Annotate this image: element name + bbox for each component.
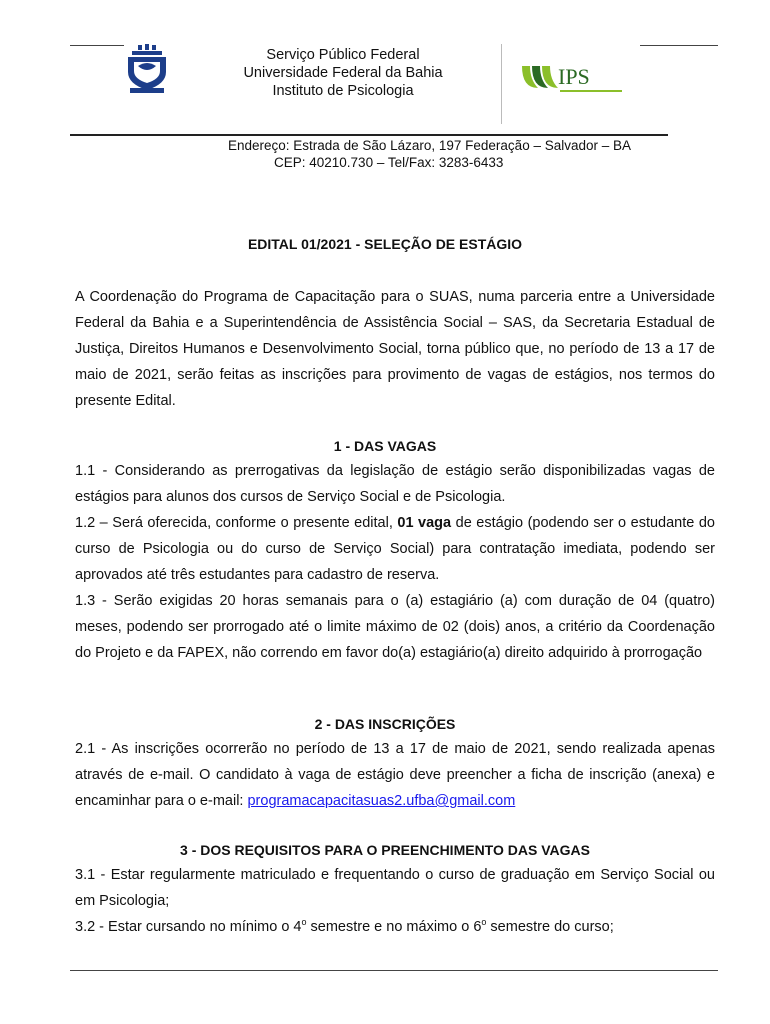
- header-rule-left: [70, 45, 124, 46]
- clause-1-2: [75, 510, 715, 588]
- clause-2-1: [75, 736, 715, 814]
- clause-3-2-text-c: semestre do curso;: [486, 919, 614, 935]
- edital-title: EDITAL 01/2021 - SELEÇÃO DE ESTÁGIO: [247, 236, 523, 252]
- institution-header: [185, 44, 502, 124]
- ips-logo-text: IPS: [558, 64, 590, 89]
- clause-1-2-text-a: 1.2 – Será oferecida, conforme o presente edital,: [75, 515, 398, 531]
- footer-rule: [70, 970, 718, 971]
- ufba-crest-logo: [124, 44, 170, 94]
- ips-logo: [520, 58, 630, 102]
- intro-paragraph: A Coordenação do Programa de Capacitação para o SUAS, numa parceria entre a Universidade Federal da Bahia e a Superintendência de Assistência Social – SAS, da Secretaria Estadual de Justiça, Direitos Humanos e Desenvolvimento Social, torna público que, no período de 13 a 17 de maio de 2021, serão feitas as inscrições para provimento de vagas de estágios, nos termos do presente Edital.: [75, 289, 715, 409]
- clause-1-3: 1.3 - Serão exigidas 20 horas semanais para o (a) estagiário (a) com duração de 04 (quatro) meses, podendo ser prorrogado até o limite máximo de 02 (dois) anos, a critério da Coordenação do Projeto e da FAPEX, não correndo em favor do(a) estagiário(a) direito adquirido à prorrogação: [75, 593, 715, 661]
- clause-3-1: 3.1 - Estar regularmente matriculado e frequentando o curso de graduação em Serviço Social ou em Psicologia;: [75, 867, 715, 909]
- clause-1-2-bold: 01 vaga: [397, 515, 452, 531]
- section-3-title: 3 - DOS REQUISITOS PARA O PREENCHIMENTO DAS VAGAS: [180, 842, 590, 858]
- address-line-1: Endereço: Estrada de São Lázaro, 197 Federação – Salvador – BA: [228, 138, 632, 153]
- clause-3-2-ordinal-2: o: [481, 917, 487, 928]
- header-line-2: Universidade Federal da Bahia: [243, 65, 443, 81]
- clause-3-2: [75, 914, 715, 940]
- header-line-1: Serviço Público Federal: [266, 47, 420, 63]
- clause-3-2-text-a: 3.2 - Estar cursando no mínimo o 4: [75, 919, 302, 935]
- header-rule-right: [640, 45, 718, 46]
- header-line-3: Instituto de Psicologia: [272, 83, 414, 99]
- clause-3-2-ordinal-1: o: [301, 917, 307, 928]
- address-block: [228, 137, 631, 171]
- email-link[interactable]: programacapacitasuas2.ufba@gmail.com: [247, 793, 516, 809]
- header-divider: [70, 134, 668, 136]
- clause-3-2-text-b: semestre e no máximo o 6: [306, 919, 482, 935]
- address-line-2: CEP: 40210.730 – Tel/Fax: 3283-6433: [274, 155, 504, 170]
- section-2-title: 2 - DAS INSCRIÇÕES: [314, 716, 456, 732]
- section-1-title: 1 - DAS VAGAS: [333, 438, 437, 454]
- clause-1-2-text-b: de estágio (podendo ser o estudante do curso de Psicologia ou do curso de Serviço Social) para contratação imediata, podendo ser aprovados até três estudantes para cadastro de reserva.: [75, 515, 715, 583]
- clause-1-1: 1.1 - Considerando as prerrogativas da legislação de estágio serão disponibilizadas vagas de estágios para alunos dos cursos de Serviço Social e de Psicologia.: [75, 463, 715, 505]
- clause-2-1-text: 2.1 - As inscrições ocorrerão no período de 13 a 17 de maio de 2021, sendo realizada apenas através de e-mail. O candidato à vaga de estágio deve preencher a ficha de inscrição (anexa) e encaminhar para o e-mail:: [75, 741, 715, 809]
